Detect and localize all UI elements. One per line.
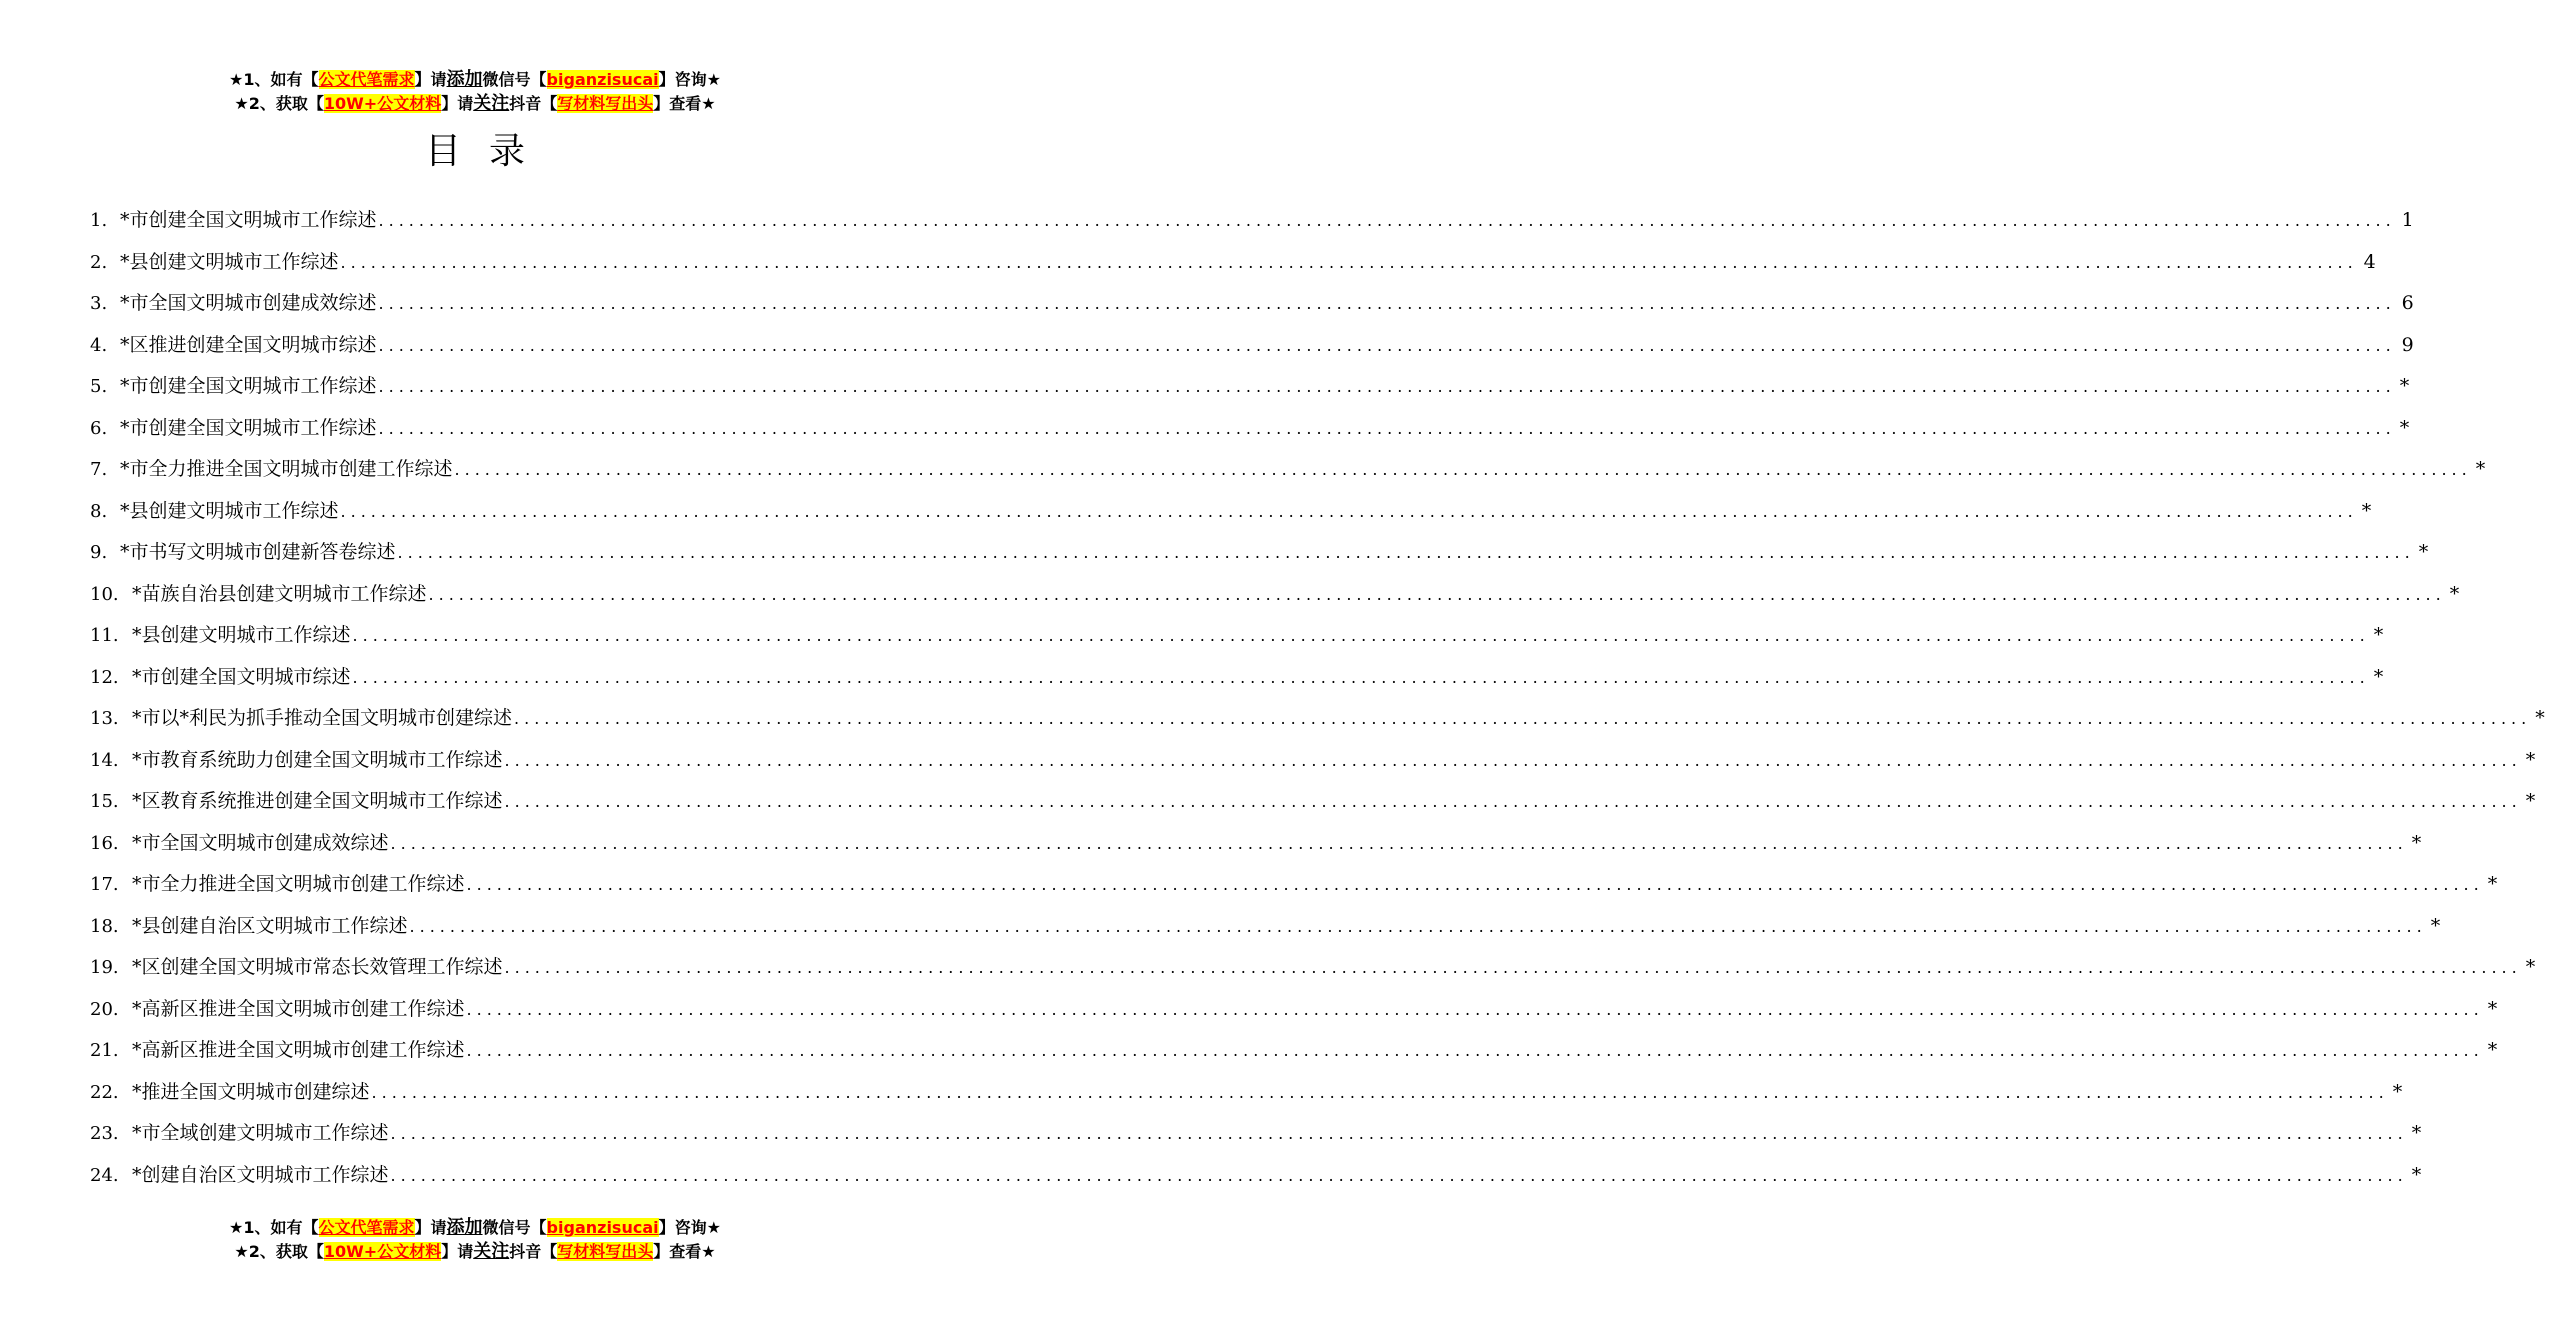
toc-entry-page: * [2411, 1163, 2422, 1186]
toc-entry-title: *县创建自治区文明城市工作综述 [132, 914, 408, 937]
toc-entry-number: 17. [90, 874, 119, 895]
toc-entry[interactable] [90, 615, 2384, 657]
promo-line-2 [0, 92, 950, 116]
toc-entry-page: * [2430, 914, 2441, 937]
toc-entry-number: 9. [90, 542, 108, 563]
toc-entry-page: 9 [2401, 333, 2414, 356]
toc-entry[interactable] [90, 740, 2536, 782]
toc-entry[interactable] [90, 906, 2441, 948]
toc-entry-page: * [2411, 1122, 2422, 1144]
promo-text: ★2、获取【 [234, 94, 324, 113]
toc-entry-number: 4. [90, 334, 108, 356]
toc-leader-dots: ........................................................................................................................................................................................................ [378, 294, 2396, 313]
promo-text: 】请 [441, 1242, 474, 1261]
toc-entry-number: 24. [90, 1164, 119, 1186]
promo-footer [0, 1216, 950, 1264]
toc-entry[interactable] [90, 283, 2414, 325]
toc-entry-page: 4 [2363, 250, 2376, 273]
toc-entry-number: 1. [90, 210, 108, 231]
promo-text: 抖音【 [509, 1242, 558, 1261]
promo-text: 】查看★ [653, 1242, 716, 1261]
toc-entry[interactable] [90, 823, 2422, 865]
promo-text: ★2、获取【 [234, 1242, 324, 1261]
toc-leader-dots: ........................................................................................................................................................................................................ [390, 1124, 2408, 1143]
toc-entry-title: *高新区推进全国文明城市创建工作综述 [132, 1039, 465, 1061]
toc-entry[interactable] [90, 947, 2536, 989]
promo-highlight: 公文代笔需求 [318, 70, 415, 89]
toc-entry-page: * [2418, 541, 2429, 563]
toc-entry-page: 6 [2401, 292, 2414, 314]
toc-entry[interactable] [90, 698, 2545, 740]
toc-leader-dots: ........................................................................................................................................................................................................ [504, 750, 2522, 770]
toc-leader-dots: ........................................................................................................................................................................................................ [397, 543, 2415, 562]
toc-leader-dots: ........................................................................................................................................................................................................ [514, 709, 2532, 728]
toc-entry-number: 8. [90, 500, 108, 522]
promo-line-2 [0, 1240, 950, 1264]
toc-entry[interactable] [90, 449, 2486, 491]
toc-entry-page: * [2392, 1080, 2403, 1103]
promo-highlight: 10W+公文材料 [323, 94, 442, 113]
toc-entry-page: * [2487, 873, 2498, 895]
toc-entry[interactable] [90, 532, 2429, 574]
toc-entry-title: *市全力推进全国文明城市创建工作综述 [132, 873, 465, 895]
toc-entry-number: 12. [90, 666, 119, 688]
promo-text: 】请 [441, 94, 474, 113]
toc-leader-dots: ........................................................................................................................................................................................................ [504, 958, 2522, 977]
toc-entry-title: *区推进创建全国文明城市综述 [120, 333, 377, 356]
toc-entry-number: 16. [90, 832, 119, 854]
promo-highlight: 公文代笔需求 [318, 1218, 415, 1237]
douyin-account: 写材料写出头 [557, 1242, 654, 1261]
toc-leader-dots: ........................................................................................................................................................................................................ [504, 792, 2522, 811]
toc-leader-dots: ........................................................................................................................................................................................................ [378, 335, 2396, 355]
toc-entry-title: *市创建全国文明城市综述 [132, 665, 351, 688]
toc-entry[interactable] [90, 989, 2498, 1031]
toc-entry-number: 19. [90, 957, 119, 978]
toc-entry[interactable] [90, 864, 2498, 906]
promo-highlight: 10W+公文材料 [323, 1242, 442, 1261]
toc-entry[interactable] [90, 1072, 2403, 1114]
promo-text: 】咨询★ [658, 1218, 721, 1237]
toc-entry[interactable] [90, 366, 2410, 408]
toc-leader-dots: ........................................................................................................................................................................................................ [409, 916, 2427, 936]
toc-entry-title: *市全力推进全国文明城市创建工作综述 [120, 458, 453, 480]
toc-entry-number: 20. [90, 998, 119, 1020]
promo-underline: 添加 [446, 69, 483, 90]
douyin-account: 写材料写出头 [557, 94, 654, 113]
toc-entry[interactable] [90, 408, 2410, 450]
toc-entry-title: *市创建全国文明城市工作综述 [120, 209, 377, 231]
promo-underline: 关注 [473, 93, 510, 114]
toc-entry[interactable] [90, 781, 2536, 823]
toc-entry-title: *创建自治区文明城市工作综述 [132, 1163, 389, 1186]
toc-entry-number: 6. [90, 417, 108, 439]
toc-entry[interactable] [90, 1155, 2422, 1197]
toc-entry-page: * [2475, 458, 2486, 480]
promo-line-1 [0, 1216, 950, 1240]
toc-entry[interactable] [90, 200, 2414, 242]
toc-entry-number: 7. [90, 459, 108, 480]
toc-entry-title: *县创建文明城市工作综述 [120, 250, 339, 273]
toc-entry-number: 3. [90, 293, 108, 314]
wechat-id: biganzisucai [546, 1218, 659, 1237]
toc-entry-page: * [2361, 499, 2372, 522]
page-title: 目录 [424, 131, 553, 172]
toc-entry-page: * [2449, 582, 2460, 605]
toc-entry-title: *苗族自治县创建文明城市工作综述 [132, 582, 427, 605]
promo-text: ★1、如有【 [229, 1218, 319, 1237]
toc-entry-number: 14. [90, 749, 119, 771]
promo-underline: 添加 [446, 1217, 483, 1238]
promo-underline: 关注 [473, 1241, 510, 1262]
promo-text: 】请 [414, 70, 447, 89]
toc-leader-dots: ........................................................................................................................................................................................................ [390, 1165, 2408, 1185]
toc-entry-number: 13. [90, 708, 119, 729]
toc-entry[interactable] [90, 1030, 2498, 1072]
promo-text: 微信号【 [482, 1218, 547, 1237]
toc-entry-page: * [2487, 1039, 2498, 1061]
toc-entry-page: * [2487, 997, 2498, 1020]
toc-leader-dots: ........................................................................................................................................................................................................ [454, 460, 2472, 479]
toc-entry-title: *区创建全国文明城市常态长效管理工作综述 [132, 956, 503, 978]
promo-text: 】查看★ [653, 94, 716, 113]
toc-entry[interactable] [90, 242, 2376, 284]
toc-entry-number: 22. [90, 1081, 119, 1103]
toc-leader-dots: ........................................................................................................................................................................................................ [428, 584, 2446, 604]
toc-entry-number: 10. [90, 583, 119, 605]
toc-leader-dots: ........................................................................................................................................................................................................ [340, 252, 2358, 272]
toc-entry-number: 18. [90, 915, 119, 937]
toc-entry-title: *市创建全国文明城市工作综述 [120, 416, 377, 439]
toc-entry-page: 1 [2401, 209, 2414, 231]
toc-entry-title: *区教育系统推进创建全国文明城市工作综述 [132, 790, 503, 812]
promo-text: 】咨询★ [658, 70, 721, 89]
toc-entry[interactable] [90, 491, 2372, 533]
toc-leader-dots: ........................................................................................................................................................................................................ [466, 1041, 2484, 1060]
toc-entry[interactable] [90, 1113, 2422, 1155]
toc-entry-title: *县创建文明城市工作综述 [132, 624, 351, 646]
wechat-id: biganzisucai [546, 70, 659, 89]
toc-entry-title: *市全域创建文明城市工作综述 [132, 1122, 389, 1144]
promo-text: 抖音【 [509, 94, 558, 113]
toc-leader-dots: ........................................................................................................................................................................................................ [340, 501, 2358, 521]
toc-entry-title: *市以*利民为抓手推动全国文明城市创建综述 [132, 707, 513, 729]
toc-entry-title: *市全国文明城市创建成效综述 [132, 831, 389, 854]
toc-leader-dots: ........................................................................................................................................................................................................ [371, 1082, 2389, 1102]
toc-leader-dots: ........................................................................................................................................................................................................ [378, 418, 2396, 438]
toc-entry-title: *高新区推进全国文明城市创建工作综述 [132, 997, 465, 1020]
table-of-contents [90, 200, 2545, 1196]
toc-leader-dots: ........................................................................................................................................................................................................ [378, 211, 2396, 230]
toc-entry-number: 11. [90, 625, 119, 646]
toc-entry-page: * [2535, 707, 2545, 729]
toc-entry[interactable] [90, 325, 2414, 367]
promo-header [0, 68, 950, 116]
toc-entry-page: * [2399, 375, 2410, 397]
toc-leader-dots: ........................................................................................................................................................................................................ [390, 833, 2408, 853]
toc-entry-title: *推进全国文明城市创建综述 [132, 1080, 370, 1103]
toc-entry-title: *市教育系统助力创建全国文明城市工作综述 [132, 748, 503, 771]
toc-leader-dots: ........................................................................................................................................................................................................ [352, 626, 2370, 645]
toc-leader-dots: ........................................................................................................................................................................................................ [466, 999, 2484, 1019]
promo-text: 微信号【 [482, 70, 547, 89]
toc-entry[interactable] [90, 657, 2384, 699]
promo-line-1 [0, 68, 950, 92]
toc-entry-page: * [2373, 624, 2384, 646]
toc-entry-page: * [2373, 665, 2384, 688]
toc-entry-page: * [2525, 748, 2536, 771]
toc-entry-page: * [2411, 831, 2422, 854]
toc-leader-dots: ........................................................................................................................................................................................................ [378, 377, 2396, 396]
toc-entry-number: 15. [90, 791, 119, 812]
toc-entry-number: 21. [90, 1040, 119, 1061]
toc-entry-number: 5. [90, 376, 108, 397]
toc-entry-number: 23. [90, 1123, 119, 1144]
toc-entry-page: * [2399, 416, 2410, 439]
toc-entry-title: *市全国文明城市创建成效综述 [120, 292, 377, 314]
toc-leader-dots: ........................................................................................................................................................................................................ [466, 875, 2484, 894]
toc-entry-title: *县创建文明城市工作综述 [120, 499, 339, 522]
toc-entry[interactable] [90, 574, 2460, 616]
toc-entry-number: 2. [90, 251, 108, 273]
promo-text: 】请 [414, 1218, 447, 1237]
toc-entry-page: * [2525, 956, 2536, 978]
toc-entry-title: *市创建全国文明城市工作综述 [120, 375, 377, 397]
toc-entry-page: * [2525, 790, 2536, 812]
toc-leader-dots: ........................................................................................................................................................................................................ [352, 667, 2370, 687]
toc-entry-title: *市书写文明城市创建新答卷综述 [120, 541, 396, 563]
promo-text: ★1、如有【 [229, 70, 319, 89]
